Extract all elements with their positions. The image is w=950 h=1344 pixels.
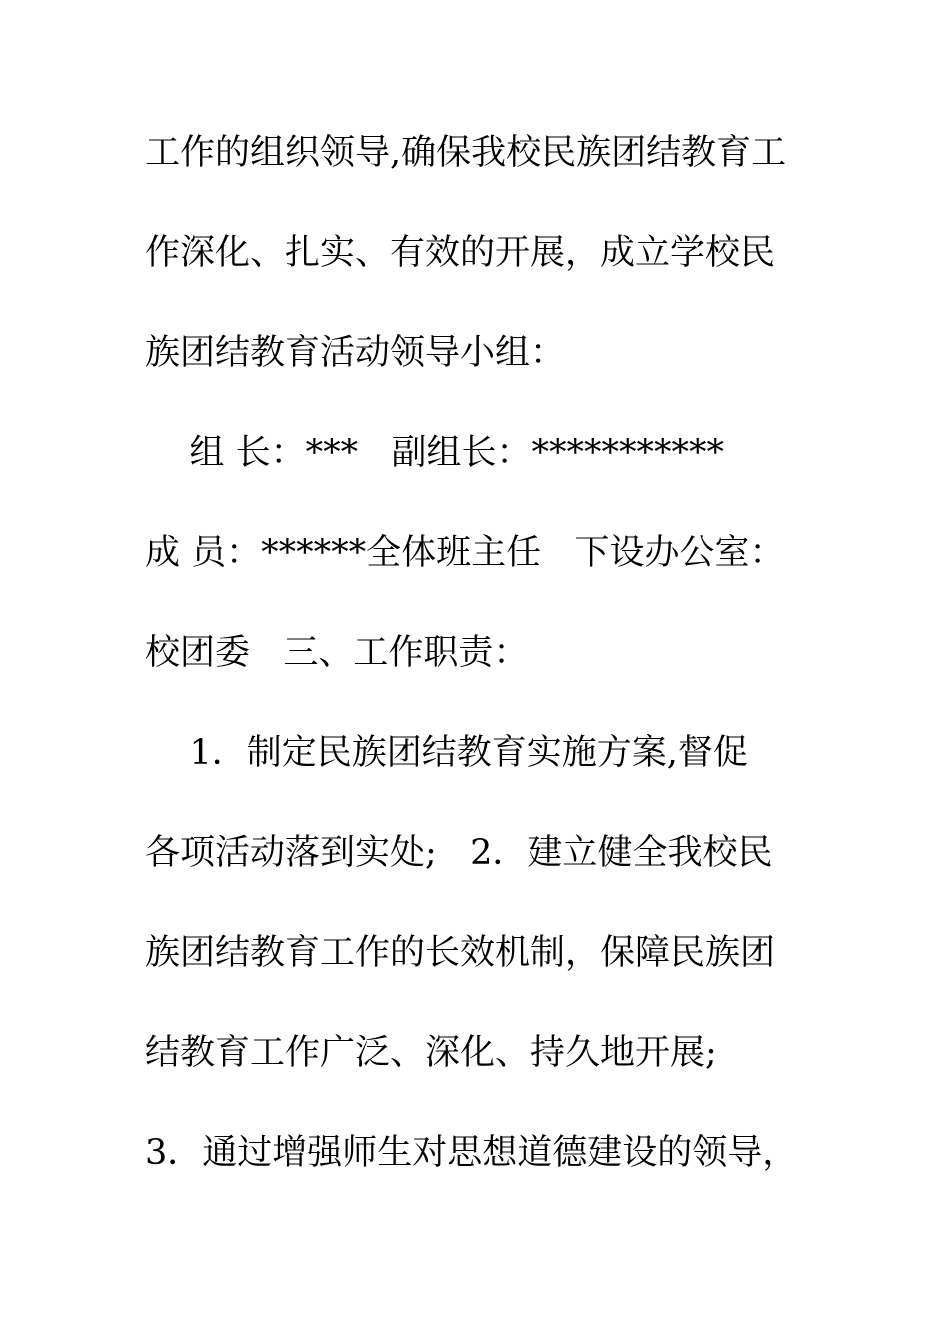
text-line: 校团委 三、工作职责：	[145, 633, 529, 673]
text-line: 工作的组织领导,确保我校民族团结教育工	[145, 133, 787, 173]
text-line: 族团结教育活动领导小组：	[145, 333, 566, 373]
text-line: 组 长：*** 副组长：***********	[145, 433, 725, 473]
text-line: 3．通过增强师生对思想道德建设的领导，	[145, 1133, 798, 1173]
text-line: 族团结教育工作的长效机制，保障民族团	[145, 933, 776, 973]
text-line: 各项活动落到实处; 2．建立健全我校民	[145, 833, 773, 873]
text-line: 作深化、扎实、有效的开展，成立学校民	[145, 233, 776, 273]
text-line: 结教育工作广泛、深化、持久地开展;	[145, 1033, 717, 1073]
text-line: 1．制定民族团结教育实施方案,督促	[145, 733, 748, 773]
text-line: 成 员：******全体班主任 下设办公室：	[145, 533, 785, 573]
